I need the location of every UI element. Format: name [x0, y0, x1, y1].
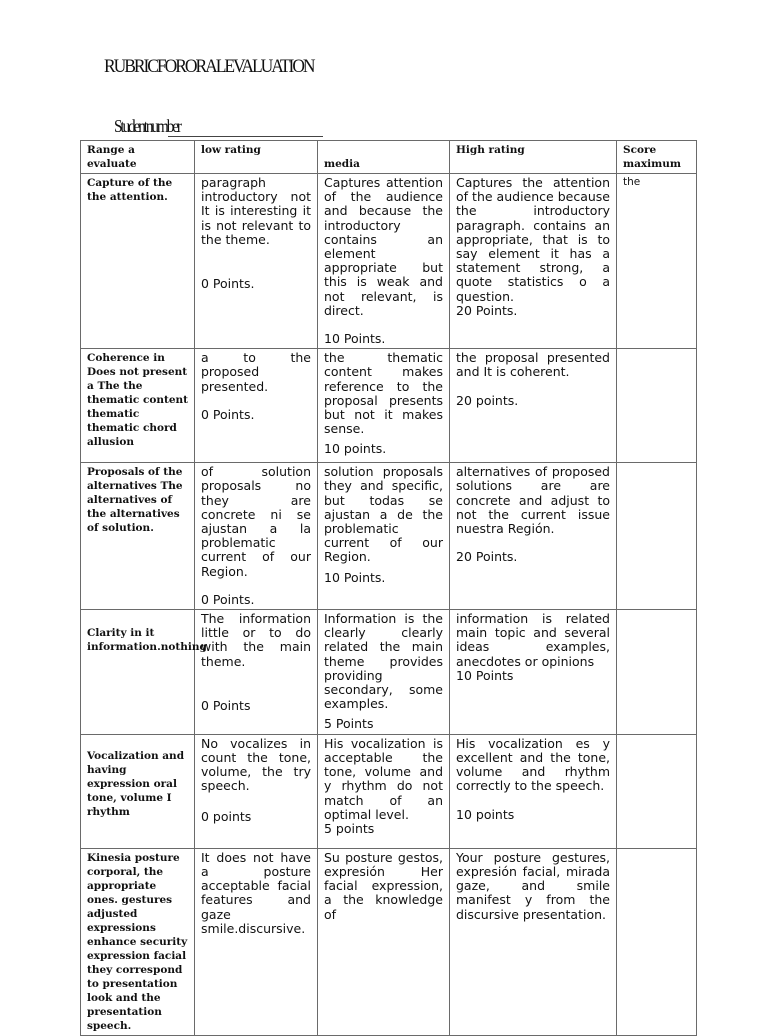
media-text: the thematic content makes reference to the proposal presents but not it makes sense.	[324, 350, 443, 437]
media-text: solution proposals they and specific, but todas se ajustan a de the problematic current of our Region.	[324, 464, 443, 565]
media-cell	[318, 734, 450, 848]
high-rating-points: 20 Points.	[456, 302, 518, 318]
media-text: Su posture gestos, expresión Her facial expression, a the knowledge of	[324, 849, 443, 922]
rubric-table	[80, 140, 697, 1036]
high-rating-cell	[450, 610, 617, 735]
high-rating-text: alternatives of proposed solutions are are concrete and adjust to not the current issue nuestra Región.	[456, 464, 610, 537]
media-cell	[318, 349, 450, 463]
media-text: Captures attention of the audience and because the introductory contains an element appropriate but this is weak and not relevant, is direct.	[324, 175, 443, 318]
high-rating-text: information is related main topic and several ideas examples, anecdotes or opinions	[456, 611, 610, 669]
low-rating-points: 0 Points.	[201, 406, 255, 422]
header-low-rating: low rating	[195, 141, 318, 174]
high-rating-text: Your posture gestures, expresión facial, mirada gaze, and smile manifest y from the discursive presentation.	[456, 849, 610, 922]
high-rating-cell	[450, 463, 617, 610]
high-rating-text: the proposal presented and It is coherent.	[456, 350, 610, 380]
low-rating-text: The information little or to do with the main theme.	[201, 611, 311, 669]
high-rating-points: 10 Points	[456, 667, 514, 683]
media-points: 10 Points.	[324, 569, 386, 585]
media-cell	[318, 848, 450, 1035]
low-rating-cell	[195, 463, 318, 610]
document-title: RUBRICFORORALEVALUATION	[104, 56, 314, 77]
low-rating-cell	[195, 734, 318, 848]
low-rating-text: of solution proposals no they are concrete ni se ajustan a la problematic current of our Region.	[201, 464, 311, 579]
high-rating-text: Captures the attention of the audience because the introductory paragraph. contains an appropriate, that is to say element it has a statement strong, a quote statistics o a question.	[456, 175, 610, 304]
category-cell: Capture of the the attention.	[81, 174, 195, 349]
low-rating-points: 0 Points.	[201, 276, 255, 292]
low-rating-cell	[195, 610, 318, 735]
score-cell: the	[617, 174, 697, 349]
category-cell: Clarity in it information.nothing	[81, 610, 195, 735]
rubric-row-clarity	[81, 610, 697, 735]
low-rating-points: 0 points	[201, 808, 252, 824]
low-rating-cell	[195, 174, 318, 349]
high-rating-cell	[450, 848, 617, 1035]
header-media: media	[318, 141, 450, 174]
rubric-row-vocalization	[81, 734, 697, 848]
high-rating-cell	[450, 174, 617, 349]
media-text: His vocalization is acceptable the tone, volume and y rhythm do not match of an optimal level.	[324, 735, 443, 822]
low-rating-cell	[195, 848, 318, 1035]
low-rating-text: paragraph introductory not It is interesting it is not relevant to the theme.	[201, 175, 311, 247]
media-cell	[318, 463, 450, 610]
score-cell	[617, 734, 697, 848]
rubric-row-attention	[81, 174, 697, 349]
score-cell	[617, 848, 697, 1035]
category-cell: Proposals of the alternatives The alternatives of the alternatives of solution.	[81, 463, 195, 610]
high-rating-cell	[450, 349, 617, 463]
media-text: Information is the clearly clearly related the main theme provides providing secondary, some examples.	[324, 611, 443, 712]
rubric-row-kinesia	[81, 848, 697, 1035]
high-rating-cell	[450, 734, 617, 848]
media-cell	[318, 174, 450, 349]
high-rating-points: 20 Points.	[456, 549, 518, 565]
score-cell	[617, 610, 697, 735]
media-points: 5 points	[324, 820, 375, 836]
media-points: 10 points.	[324, 441, 387, 457]
rubric-row-coherence	[81, 349, 697, 463]
category-cell: Vocalization and having expression oral tone, volume I rhythm	[81, 734, 195, 848]
media-points: 10 Points.	[324, 331, 386, 347]
header-row	[81, 141, 697, 174]
rubric-row-proposals	[81, 463, 697, 610]
low-rating-text: a to the proposed presented.	[201, 350, 311, 394]
student-number-line	[168, 136, 323, 137]
category-cell: Coherence in Does not present a The the thematic content thematic thematic chord allusion	[81, 349, 195, 463]
score-cell	[617, 463, 697, 610]
high-rating-points: 10 points	[456, 806, 515, 822]
low-rating-points: 0 Points	[201, 697, 251, 713]
high-rating-points: 20 points.	[456, 392, 519, 408]
low-rating-cell	[195, 349, 318, 463]
header-range: Range a evaluate	[81, 141, 195, 174]
low-rating-text: It does not have a posture acceptable facial features and gaze smile.discursive.	[201, 849, 311, 936]
category-cell: Kinesia posture corporal, the appropriate ones. gestures adjusted expressions enhance security expression facial they correspond to presentation look and the presentation speech.	[81, 848, 195, 1035]
media-cell	[318, 610, 450, 735]
student-number-label: Studentnumber	[114, 116, 180, 136]
low-rating-text: No vocalizes in count the tone, volume, the try speech.	[201, 735, 311, 794]
header-high-rating: High rating	[450, 141, 617, 174]
header-score-maximum: Score maximum	[617, 141, 697, 174]
high-rating-text: His vocalization es y excellent and the tone, volume and rhythm correctly to the speech.	[456, 735, 610, 794]
score-cell	[617, 349, 697, 463]
media-points: 5 Points	[324, 716, 374, 732]
low-rating-points: 0 Points.	[201, 591, 255, 607]
